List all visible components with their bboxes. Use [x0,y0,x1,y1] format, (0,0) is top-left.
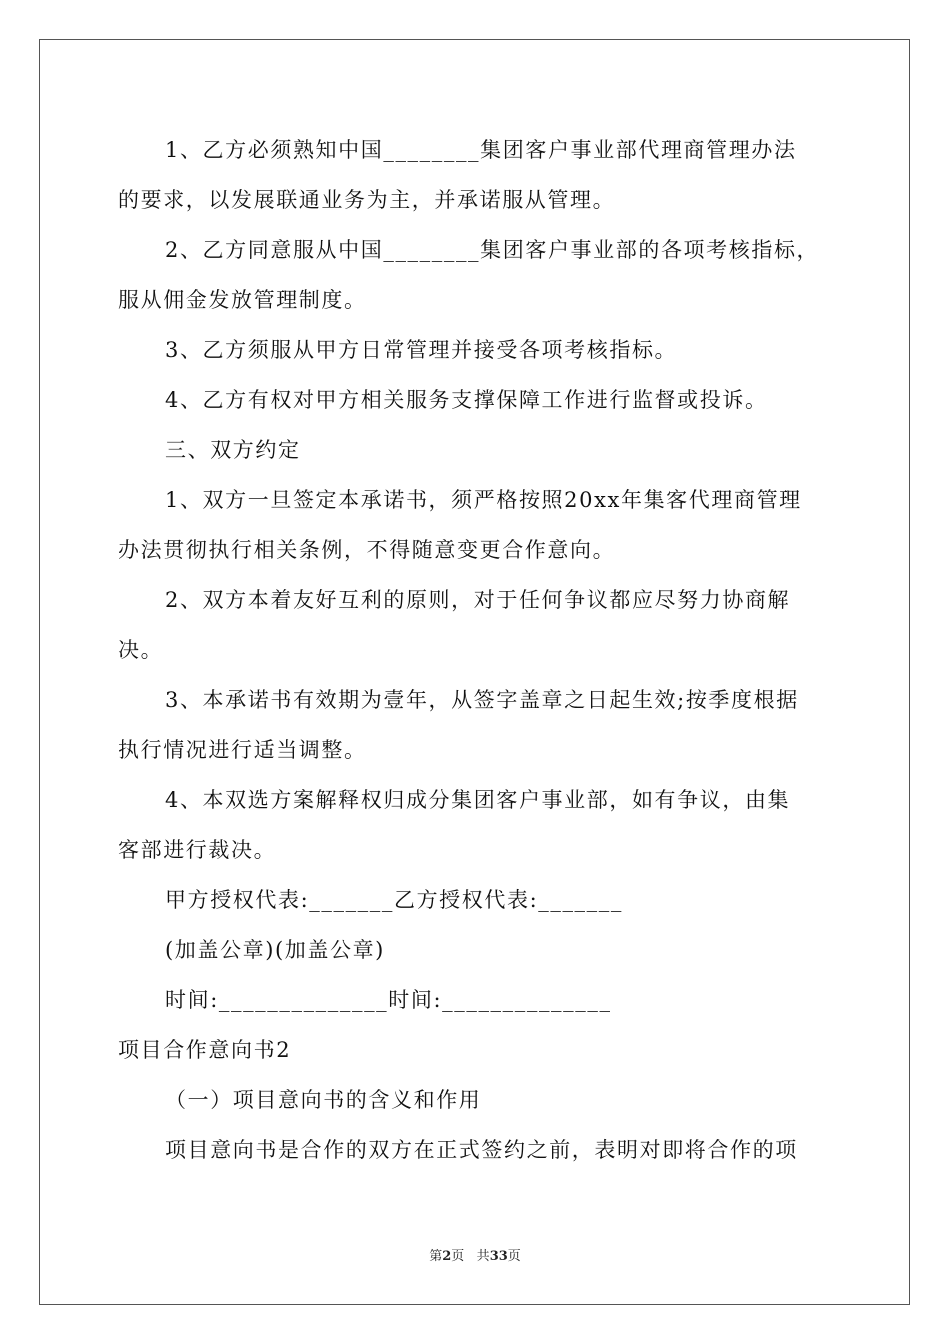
section-heading: 三、双方约定 [165,438,301,462]
paragraph-line: 4、乙方有权对甲方相关服务支撑保障工作进行监督或投诉。 [165,388,768,412]
footer-page-suffix: 页 [451,1249,465,1264]
paragraph-line: 4、本双选方案解释权归成分集团客户事业部，如有争议，由集 [165,788,791,812]
paragraph-line: 2、乙方同意服从中国________集团客户事业部的各项考核指标， [165,238,820,262]
paragraph-line: 办法贯彻执行相关条例，不得随意变更合作意向。 [118,538,616,562]
paragraph-line: 决。 [118,638,164,662]
date-line: 时间:______________时间:______________ [165,988,612,1012]
footer-total-suffix: 页 [507,1249,521,1264]
paragraph-line: 2、双方本着友好互利的原则，对于任何争议都应尽努力协商解 [165,588,791,612]
paragraph-line: 项目意向书是合作的双方在正式签约之前，表明对即将合作的项 [165,1138,798,1162]
page-border [39,39,910,1305]
paragraph-line: 的要求，以发展联通业务为主，并承诺服从管理。 [118,188,616,212]
seal-line: (加盖公章)(加盖公章) [165,938,385,962]
paragraph-line: 1、乙方必须熟知中国________集团客户事业部代理商管理办法 [165,138,797,162]
page-number: 2 [442,1249,452,1264]
paragraph-line: 3、乙方须服从甲方日常管理并接受各项考核指标。 [165,338,678,362]
paragraph-line: 1、双方一旦签定本承诺书，须严格按照20xx年集客代理商管理 [165,488,802,512]
page-footer [0,1248,950,1266]
document-title: 项目合作意向书2 [118,1038,292,1062]
section-heading: （一）项目意向书的含义和作用 [165,1088,482,1112]
signature-line: 甲方授权代表:_______乙方授权代表:_______ [165,888,623,912]
paragraph-line: 执行情况进行适当调整。 [118,738,367,762]
footer-prefix: 第 [429,1249,443,1264]
paragraph-line: 客部进行裁决。 [118,838,277,862]
total-pages: 33 [489,1249,508,1264]
paragraph-line: 3、本承诺书有效期为壹年，从签字盖章之日起生效;按季度根据 [165,688,799,712]
footer-total-prefix: 共 [476,1249,490,1264]
paragraph-line: 服从佣金发放管理制度。 [118,288,367,312]
